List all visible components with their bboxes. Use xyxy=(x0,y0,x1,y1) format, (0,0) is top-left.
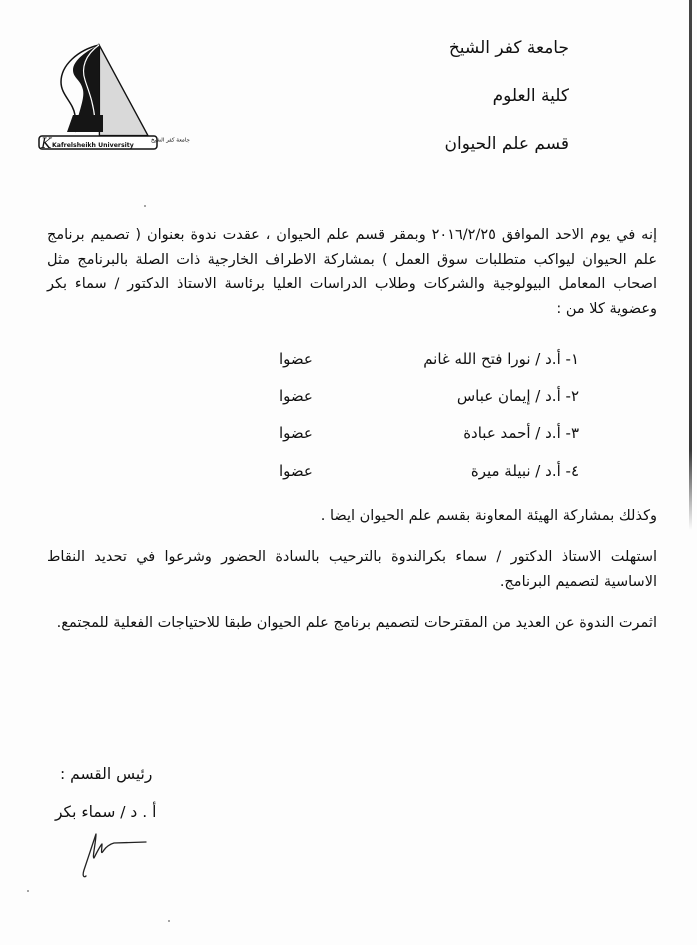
logo-arabic-text: جامعة كفر الشيخ xyxy=(151,137,190,144)
handwritten-signature xyxy=(80,828,150,883)
member-role: عضوا xyxy=(279,462,313,480)
member-row xyxy=(279,462,579,486)
outcome-paragraph: اثمرت الندوة عن العديد من المقترحات لتصميم برنامج علم الحيوان طبقا للاحتياجات الفعلية للمجتمع. xyxy=(56,615,657,631)
scan-speck xyxy=(168,920,170,922)
member-name: ٣- أ.د / أحمد عبادة xyxy=(463,424,579,442)
member-name: ٢- أ.د / إيمان عباس xyxy=(456,387,579,405)
logo-k-letter: K xyxy=(41,136,52,152)
header-university: جامعة كفر الشيخ xyxy=(448,38,569,58)
logo-english-text: Kafrelsheikh University xyxy=(52,142,134,149)
intro-paragraph: إنه في يوم الاحد الموافق ٢٠١٦/٢/٢٥ وبمقر قسم علم الحيوان ، عقدت ندوة بعنوان ( تصميم برنامج علم الحيوان ليواكب متطلبات سوق العمل ) بمشاركة الاطراف الخارجية ذات الصلة بالبرنامج مثل اصحاب المعامل البيولوجية والشركات وطلاب الدراسات العليا برئاسة الاستاذ الدكتور / سماء بكر وعضوية كلا من : xyxy=(47,227,658,317)
member-row xyxy=(279,387,579,411)
header-department: قسم علم الحيوان xyxy=(444,134,569,154)
header-faculty: كلية العلوم xyxy=(492,86,569,106)
signatory-name: أ . د / سماء بكر xyxy=(55,803,157,821)
member-role: عضوا xyxy=(279,424,313,442)
opening-paragraph: استهلت الاستاذ الدكتور / سماء بكرالندوة بالترحيب بالسادة الحضور وشرعوا في تحديد النقاط الاساسية لتصميم البرنامج. xyxy=(47,549,657,590)
member-row xyxy=(279,350,579,374)
university-logo xyxy=(33,20,190,152)
member-role: عضوا xyxy=(279,350,313,368)
scan-speck xyxy=(27,890,29,892)
member-row xyxy=(279,424,579,448)
scan-speck xyxy=(144,205,146,207)
member-name: ٤- أ.د / نبيلة ميرة xyxy=(470,462,579,480)
member-role: عضوا xyxy=(279,387,313,405)
participation-line: وكذلك بمشاركة الهيئة المعاونة بقسم علم الحيوان ايضا . xyxy=(320,508,657,524)
signature-title: رئيس القسم : xyxy=(60,765,153,783)
scan-edge-line xyxy=(689,0,692,530)
member-name: ١- أ.د / نورا فتح الله غانم xyxy=(423,350,579,368)
